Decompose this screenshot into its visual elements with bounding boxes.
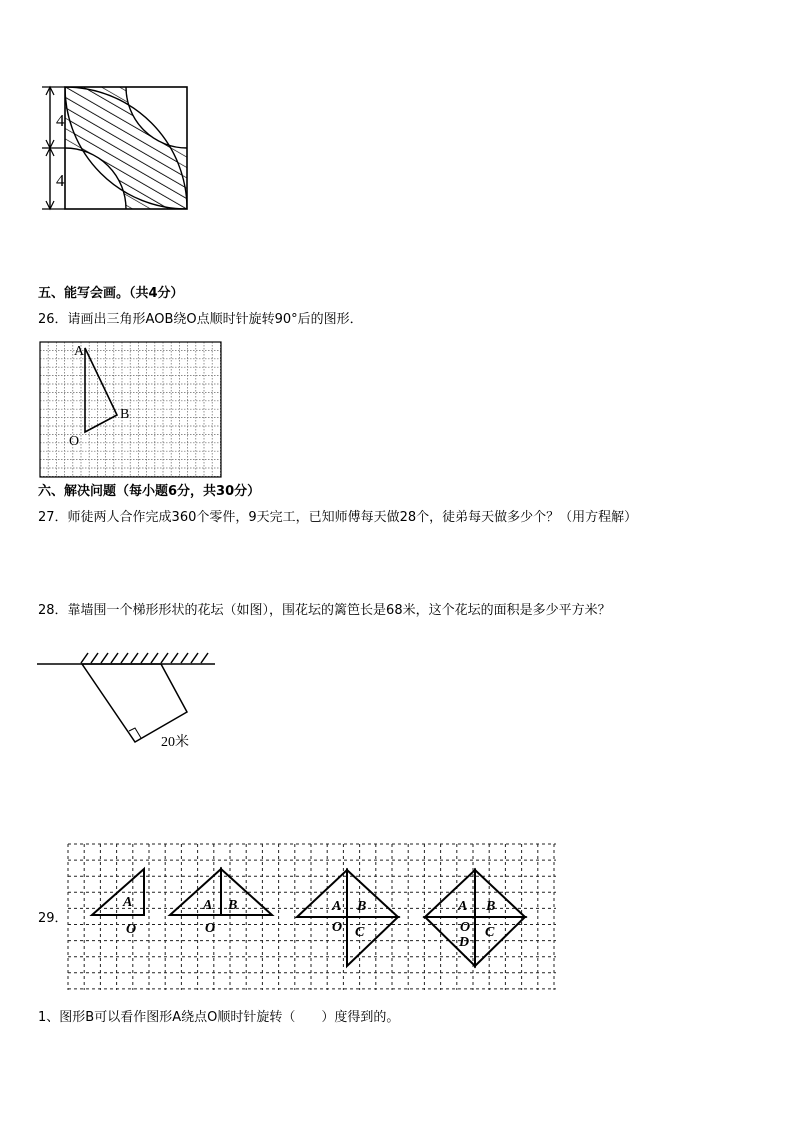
triangle-aob [85,348,117,432]
fig1-label-a: A [123,895,133,910]
dim-bottom-label: 4 [56,171,65,190]
fig4-label-b: B [486,899,496,914]
wall-hatch-line [141,653,148,663]
fig1-label-o: O [126,922,137,937]
label-a: A [74,344,85,359]
wall-hatch-line [111,653,118,663]
dim-top-label: 4 [56,111,65,130]
grid-lines [40,342,221,477]
q26-grid-figure [39,341,223,479]
fig3-label-a: A [332,899,342,914]
question-27-text: 27．师徒两人合作完成360个零件，9天完工，已知师傅每天做28个，徒弟每天做多少个？（用方程解） [38,510,638,525]
wall-hatch-line [101,653,108,663]
fig3-label-o: O [332,920,343,935]
wall-hatch-line [191,653,198,663]
wall-hatch-line [201,653,208,663]
fig4-label-o: O [460,920,471,935]
fig2-label-a: A [203,898,213,913]
wall-hatch-line [151,653,158,663]
wall-hatch-line [181,653,188,663]
wall-hatch-line [171,653,178,663]
fig2-label-b: B [228,898,238,913]
question-26-text: 26．请画出三角形AOB绕O点顺时针旋转90°后的图形． [38,312,363,327]
wall-hatch-line [81,653,88,663]
fig2-label-o: O [205,921,216,936]
quarter-circle-figure [38,82,192,214]
fig4-label-c: C [485,925,495,940]
wall-hatch-line [131,653,138,663]
q28-dimension-label: 20米 [161,735,189,750]
question-28-text: 28．靠墙围一个梯形形状的花坛（如图），围花坛的篱笆长是68米，这个花坛的面积是多少平方米？ [38,603,611,618]
label-o: O [69,434,80,449]
wall-hatch-line [121,653,128,663]
label-b: B [120,407,130,422]
fig4-label-a: A [458,899,468,914]
fig4-label-d: D [459,935,470,950]
fig3-label-c: C [355,925,365,940]
question-29-sub1-text: 1、图形B可以看作图形A绕点O顺时针旋转（ ）度得到的。 [38,1010,400,1025]
section-5-heading: 五、能写会画。（共4分） [38,286,184,301]
q28-trapezoid-figure [37,649,217,751]
wall-hatch-line [91,653,98,663]
wall-hatch-line [161,653,168,663]
q29-rotation-figure [64,842,559,994]
question-29-number: 29． [38,911,68,926]
section-6-heading: 六、解决问题（每小题6分，共30分） [38,484,261,499]
fig3-label-b: B [357,899,367,914]
